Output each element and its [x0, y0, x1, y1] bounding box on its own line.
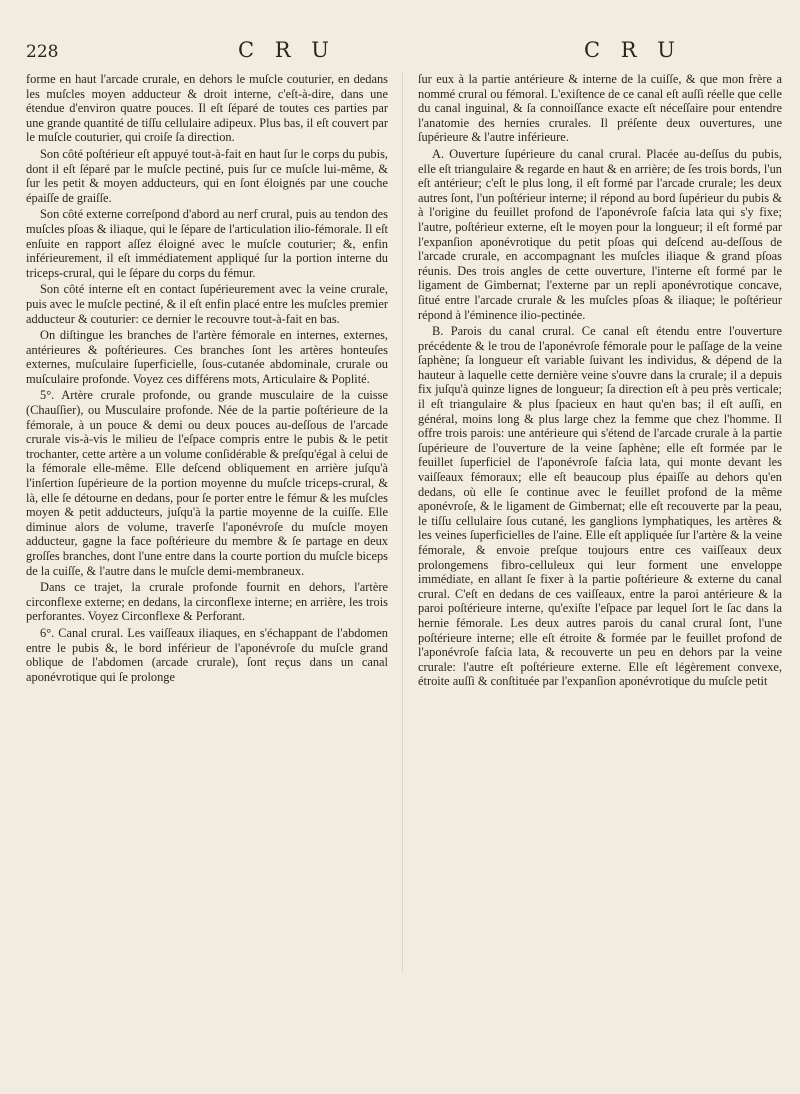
paragraph: ſur eux à la partie antérieure & interne de la cuiſſe, & que mon frère a nommé crural ou fémoral. L'exiſtence de ce canal eſt auſſi réelle que celle du canal inguinal, & ſa connoiſſance exacte eſt néceſſaire pour entendre l'anatomie des hernies crurales. Il préſente deux ouvertures, une ſupérieure & l'autre inférieure. — [418, 72, 782, 145]
paragraph: Son côté externe correſpond d'abord au nerf crural, puis au tendon des muſcles pſoas & iliaque, qui le ſépare de l'articulation ilio-fémorale. Il eſt enſuite en rapport aſſez éloigné avec le muſcle couturier; &, enfin inférieurement, il eſt immédiatement appliqué ſur la portion interne du triceps-crural, qui le ſépare du corps du fémur. — [26, 207, 388, 280]
right-column — [418, 72, 782, 691]
paragraph: On diſtingue les branches de l'artère fémorale en internes, externes, antérieures & poſtérieures. Ces branches ſont les artères honteuſes externes, muſculaire ſuperficielle, ſous-cutanée abdominale, crurale ou muſculaire profonde. Voyez ces différens mots, Articulaire & Poplité. — [26, 328, 388, 386]
paragraph: Dans ce trajet, la crurale profonde fournit en dehors, l'artère circonflexe externe; en dedans, la circonflexe interne; en arrière, les trois perforantes. Voyez Circonflexe & Perforant. — [26, 580, 388, 624]
paragraph: A. Ouverture ſupérieure du canal crural. Placée au-deſſus du pubis, elle eſt triangulaire & regarde en haut & en arrière; de ſes trois bords, l'un eſt antérieur; c'eſt le plus long, il eſt formé par l'arcade crurale; les deux autres ſont, l'un poſtérieur interne; il répond au bord ſupérieur du pubis & à l'origine du feuillet profond de l'aponévroſe faſcia lata qui s'y fixe; l'autre, poſtérieur externe, eſt le moyen pour la longueur; il eſt formé par l'expanſion aponévrotique du petit pſoas qui deſcend au-deſſous de l'arcade crurale, en accompagnant les muſcles iliaque & grand pſoas réunis. Des trois angles de cette ouverture, l'interne eſt formé par le ligament de Gimbernat; l'externe par un repli aponévrotique concave, ſitué entre l'arcade crurale & les muſcles pſoas & iliaque; le poſtérieur répond à l'éminence ilio-pectinée. — [418, 146, 782, 322]
paragraph: forme en haut l'arcade crurale, en dehors le muſcle couturier, en dedans les muſcles moyen adducteur & droit interne, c'eſt-à-dire, dans une étendue d'environ quatre pouces. Il eſt ſéparé de toutes ces parties par une grande quantité de tiſſu cellulaire adipeux. Plus bas, il eſt couvert par le muſcle couturier, qui croiſe ſa direction. — [26, 72, 388, 145]
paragraph: 5°. Artère crurale profonde, ou grande musculaire de la cuisse (Chauſſier), ou Musculaire profonde. Née de la partie poſtérieure de la fémorale, à un pouce & demi ou deux pouces au-deſſous de l'arcade crurale vis-à-vis le milieu de l'eſpace compris entre le pubis & le petit trochanter, cette artère a un volume conſidérable & preſqu'égal à celui de la fémorale elle-même. Elle deſcend obliquement en arrière juſqu'à l'inſertion ſupérieure de la portion moyenne du muſcle triceps-crural, & là, elle ſe détourne en dedans, pour ſe porter entre le fémur & les muſcles moyen & petit adducteurs, juſqu'à la partie moyenne de la cuiſſe. Elle diminue alors de volume, traverſe l'aponévroſe du muſcle moyen adducteur, gagne la face poſtérieure du membre & ſe partage en deux groſſes branches, dont l'une entre dans la courte portion du muſcle biceps de la cuiſſe, & l'autre dans le muſcle demi-membraneux. — [26, 388, 388, 578]
running-head-right: C R U — [584, 38, 682, 62]
page-header — [0, 38, 800, 68]
running-head-left: C R U — [238, 38, 336, 62]
left-column — [26, 72, 388, 686]
paragraph: B. Parois du canal crural. Ce canal eſt étendu entre l'ouverture précédente & le trou de l'aponévroſe fémorale pour le paſſage de la veine ſaphène; ſa longueur eſt variable ſuivant les individus, & dépend de la hauteur à laquelle cette dernière veine s'ouvre dans la crurale; il a depuis fix juſqu'à quinze lignes de longueur; ſa direction eſt à peu près verticale; il eſt triangulaire & plus ſpacieux en haut qu'en bas; il eſt auſſi, en général, moins long & plus large chez la femme que chez l'homme. Il offre trois parois: une antérieure qui s'étend de l'arcade crurale à la partie ſupérieure de l'ouverture de la veine ſaphène; elle eſt formée par le feuillet ſuperficiel de l'aponévroſe faſcia lata, qui monte devant les vaiſſeaux fémoraux; elle eſt beaucoup plus épaiſſe au dehors qu'en dedans, où elle ſe continue avec le feuillet profond de la même aponévroſe, & le ligament de Gimbernat; elle eſt recouverte par la peau, le tiſſu cellulaire ſous cutané, les ganglions lymphatiques, les artères & les veines ſuperficielles de l'aine. Elle eſt appliquée ſur l'artère & la veine fémorale, & envoie preſque toujours entre ces vaiſſeaux deux prolongemens fibro-celluleux qui leur forment une enveloppe immédiate, en allant ſe fixer à la partie poſtérieure & externe du canal crural. C'eſt en dedans de ces vaiſſeaux, entre la paroi antérieure & la paroi poſtérieure interne, qu'exiſte l'eſpace par lequel ſort le ſac dans la hernie fémorale. Les deux autres parois du canal crural ſont, l'une poſtérieure interne; elle eſt étroite & formée par le feuillet profond de l'aponévroſe faſcia lata, & recouverte un peu en dehors par la veine crurale: l'autre eſt poſtérieure externe. Elle eſt légèrement convexe, étroite auſſi & conſtituée par l'expanſion aponévrotique du muſcle petit — [418, 324, 782, 689]
page-number: 228 — [26, 42, 59, 62]
column-divider — [402, 72, 403, 972]
paragraph: 6°. Canal crural. Les vaiſſeaux iliaques, en s'échappant de l'abdomen entre le pubis &, le bord inférieur de l'aponévroſe du muſcle grand oblique de l'abdomen (arcade crurale), ſont reçus dans un canal aponévrotique qui ſe prolonge — [26, 625, 388, 684]
paragraph: Son côté poſtérieur eſt appuyé tout-à-fait en haut ſur le corps du pubis, dont il eſt ſéparé par le muſcle pectiné, puis ſur ce muſcle lui-même, & ſur les petit & moyen adducteurs, qui en ſont éloignés par une couche épaiſſe de graiſſe. — [26, 146, 388, 205]
paragraph: Son côté interne eſt en contact ſupérieurement avec la veine crurale, puis avec le muſcle pectiné, & il eſt enfin placé entre les muſcles premier adducteur & couturier: ce dernier le recouvre tout-à-fait en bas. — [26, 282, 388, 326]
